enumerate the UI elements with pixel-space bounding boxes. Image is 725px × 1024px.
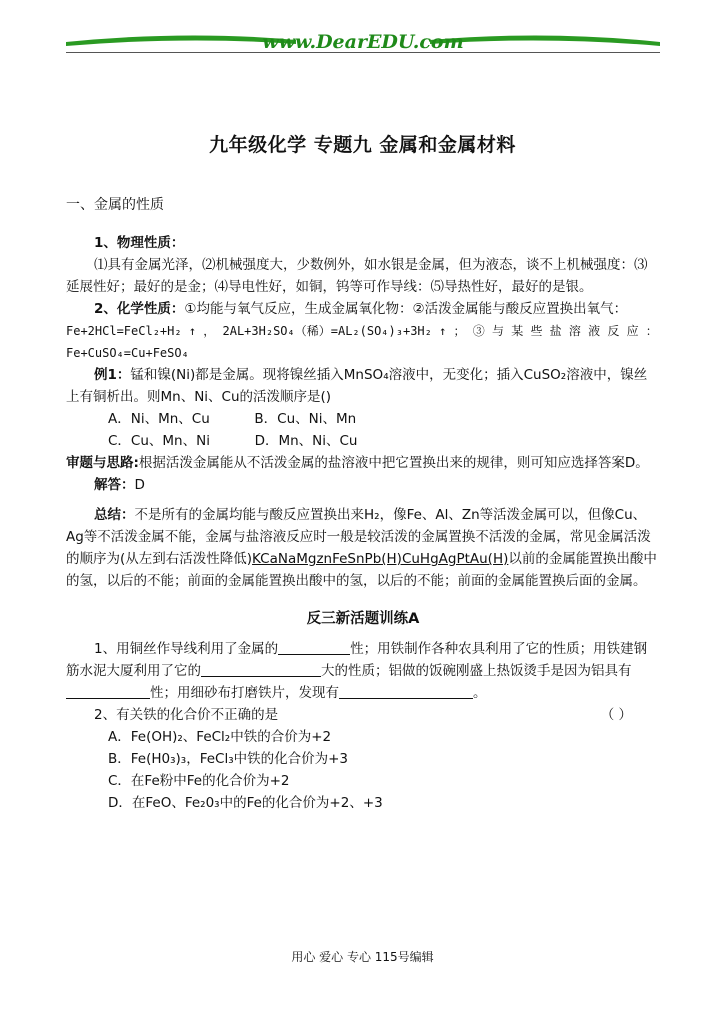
example-text: 锰和镍(Ni)都是金属。现将镍丝插入MnSO₄溶液中，无变化；插入CuSO₂溶液中，镍丝上有铜析出。则Mn、Ni、Cu的活泼顺序是(): [66, 367, 648, 405]
example-paragraph: [66, 364, 660, 408]
spacer: [66, 496, 660, 504]
q1-blank-4[interactable]: [339, 684, 473, 699]
section-heading: 一、金属的性质: [66, 197, 164, 213]
example-options-row1: [66, 408, 660, 430]
analysis-label: 审题与思路:: [66, 455, 139, 471]
site-logo-text: www.DearEDU.com: [262, 31, 464, 53]
summary-label: 总结：: [94, 507, 135, 523]
chemical-equation-line: Fe+2HCl=FeCl₂+H₂ ↑ ， 2AL+3H₂SO₄（稀）=AL₂(SO₄)₃+3H₂ ↑ ； ③ 与 某 些 盐 溶 液 反 应 ：: [66, 324, 658, 338]
page-header: [66, 28, 660, 58]
question-1: [66, 638, 660, 704]
chemical-heading: 2、化学性质：: [94, 301, 185, 317]
example-options-row2: [66, 430, 660, 452]
q1-text-4: 性；用细砂布打磨铁片，发现有: [150, 685, 339, 701]
summary-text-1: 不是所有的金属均能与酸反应置换出来H₂，像Fe、Al、Zn等活泼金属可以，但像Cu、Ag等不活泼金属不能，金属与盐溶液反应时一般是较活泼的金属置换不活泼的金属，常见金属活泼的顺序为(从左到右活泼性降低): [66, 507, 651, 567]
q1-blank-2[interactable]: [201, 662, 321, 677]
q2-option-a: A．Fe(OH)₂、FeCl₂中铁的合价为+2: [108, 729, 332, 745]
chemical-equation-salt: Fe+CuSO₄=Cu+FeSO₄: [66, 346, 189, 360]
example-option-c: C．Cu、Mn、Ni: [108, 433, 210, 449]
summary-text-2: 以前的金属能置换出酸中的氢，以后的不能；前面的金属能置换出酸中的氢，以后的不能；前面的金属能置换后面的金属。: [66, 551, 657, 589]
chemical-paragraph: [66, 298, 660, 320]
q2-text: 2、有关铁的化合价不正确的是: [94, 707, 279, 723]
spacer: [66, 592, 660, 608]
physical-body: ⑴具有金属光泽，⑵机械强度大，少数例外，如水银是金属，但为液态，谈不上机械强度：⑶延展性好；最好的是金；⑷导电性好，如铜，钨等可作导线：⑸导热性好，最好的是银。: [66, 257, 648, 295]
answer-paragraph: [66, 474, 660, 496]
q2-option-c: C．在Fe粉中Fe的化合价为+2: [108, 773, 290, 789]
q1-text-2: 性；用铁制作各种农具利用了它的性质；用铁建钢筋水泥大厦利用了它的: [66, 641, 648, 679]
example-option-b: B．Cu、Ni、Mn: [254, 411, 357, 427]
answer-label: 解答：: [94, 477, 135, 493]
q1-blank-1[interactable]: [278, 640, 350, 655]
q1-text-1: 1、用铜丝作导线利用了金属的: [94, 641, 279, 657]
q2-answer-paren[interactable]: （ ）: [600, 707, 632, 723]
analysis-text: 根据活泼金属能从不活泼金属的盐溶液中把它置换出来的规律，则可知应选择答案D。: [138, 455, 649, 471]
example-label: 例1：: [94, 367, 131, 383]
answer-value: D: [134, 477, 145, 493]
physical-heading: [66, 232, 660, 254]
page-title: 九年级化学 专题九 金属和金属材料: [209, 134, 516, 156]
example-option-a: A．Ni、Mn、Cu: [108, 411, 210, 427]
exercise-title: 反三新活题训练A: [306, 611, 420, 627]
activity-series: KCaNaMgznFeSnPb(H)CuHgAgPtAu(H): [252, 551, 509, 567]
q1-text-3: 大的性质；铝做的饭碗刚盛上热饭烫手是因为铝具有: [321, 663, 632, 679]
q1-end: 。: [473, 685, 487, 701]
physical-heading-text: 1、物理性质：: [94, 235, 185, 251]
page-footer: 用心 爱心 专心 115号编辑: [291, 950, 434, 964]
header-rule: [66, 52, 660, 53]
chemical-line1: ①均能与氧气反应，生成金属氧化物：②活泼金属能与酸反应置换出氧气：: [184, 301, 628, 317]
main-content: [66, 232, 660, 814]
example-option-d: D．Mn、Ni、Cu: [254, 433, 358, 449]
summary-paragraph: [66, 504, 660, 592]
spacer: [66, 630, 660, 638]
q1-blank-3[interactable]: [66, 684, 150, 699]
q2-option-d: D．在FeO、Fe₂0₃中的Fe的化合价为+2、+3: [108, 795, 383, 811]
q2-option-b: B．Fe(H0₃)₃，FeCl₃中铁的化合价为+3: [108, 751, 349, 767]
question-2: [66, 704, 660, 726]
analysis-paragraph: [66, 452, 660, 474]
